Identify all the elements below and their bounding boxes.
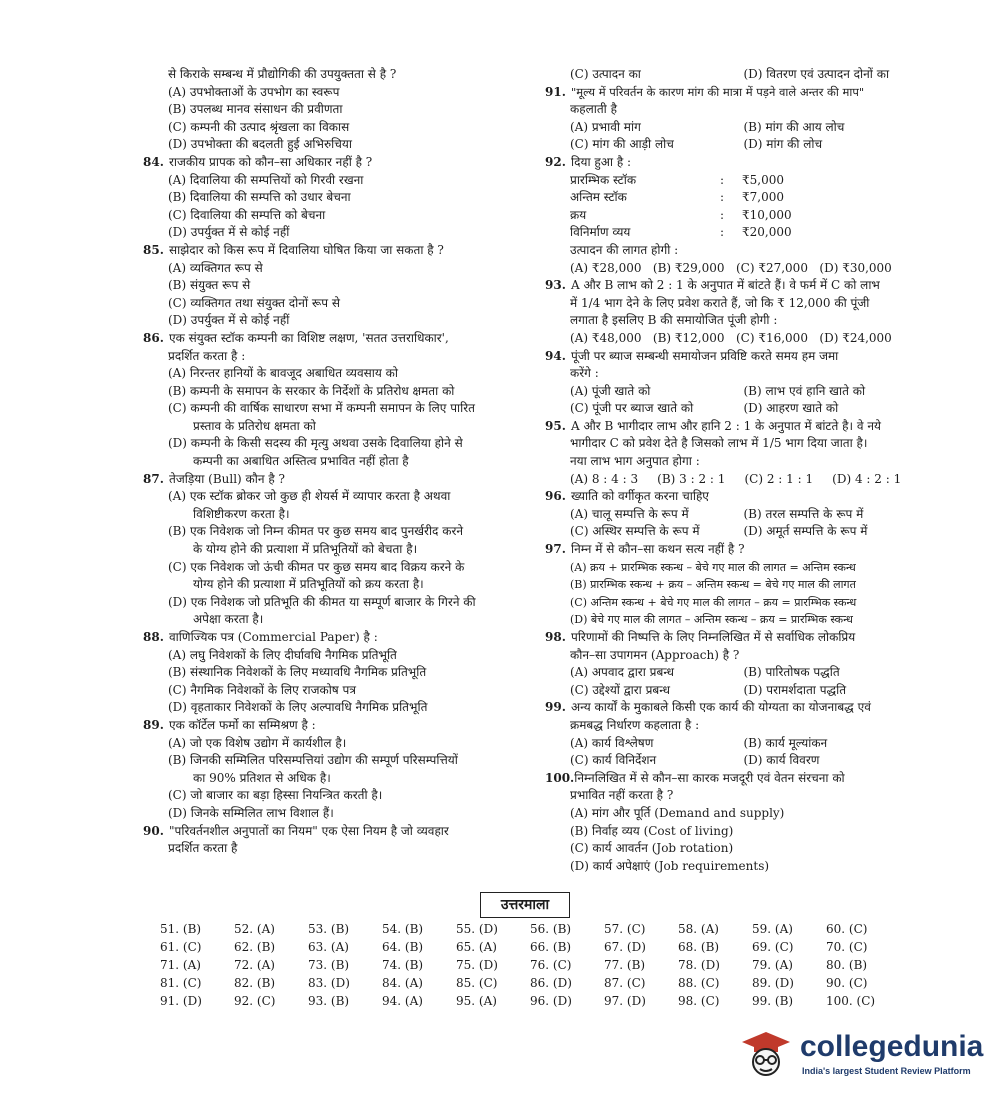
question-87 xyxy=(143,471,520,489)
question-number: 85. xyxy=(143,242,164,257)
option-cont: प्रस्ताव के प्रतिरोध क्षमता को xyxy=(193,418,316,433)
answer-cell: 87. (C) xyxy=(604,976,646,990)
collegedunia-logo[interactable] xyxy=(740,1028,984,1086)
question-text: परिणामों की निष्पत्ति के लिए निम्नलिखित में से सर्वाधिक लोकप्रिय xyxy=(571,630,856,644)
option-row xyxy=(545,735,917,753)
answer-cell: 52. (A) xyxy=(234,922,275,936)
option-cont: का 90% प्रतिशत से अधिक है। xyxy=(193,770,331,785)
inventory-row xyxy=(545,207,917,225)
inventory-label: विनिर्माण व्यय xyxy=(570,225,631,240)
answer-cell: 65. (A) xyxy=(456,940,497,954)
answer-cell: 95. (A) xyxy=(456,994,497,1008)
inventory-value: ₹10,000 xyxy=(742,207,792,222)
option: (C) कार्य विनिर्देशन xyxy=(570,753,657,768)
question-96 xyxy=(545,488,917,506)
option: (B) संस्थानिक निवेशकों के लिए मध्यावधि नैगमिक प्रतिभूति xyxy=(168,665,427,680)
question-text: अन्य कार्यों के मुकाबले किसी एक कार्य की योग्यता का योजनाबद्ध एवं xyxy=(571,700,871,715)
answer-cell: 69. (C) xyxy=(752,940,794,954)
question-84 xyxy=(143,154,520,172)
answer-cell: 74. (B) xyxy=(382,958,424,972)
question-98 xyxy=(545,629,917,647)
option: (C) एक निवेशक जो ऊंची कीमत पर कुछ समय बाद विक्रय करने के xyxy=(168,559,465,574)
option-cont: विशिष्टीकरण करता है। xyxy=(193,506,290,521)
answer-cell: 78. (D) xyxy=(678,958,720,972)
option: (B) प्रारम्भिक स्कन्ध + क्रय – अन्तिम स्कन्ध = बेचे गए माल की लागत xyxy=(570,578,856,592)
answer-cell: 77. (B) xyxy=(604,958,646,972)
question-text: राजकीय प्रापक को कौन–सा अधिकार नहीं है ? xyxy=(169,154,373,169)
answer-cell: 92. (C) xyxy=(234,994,276,1008)
option-row xyxy=(545,66,917,84)
option: (D) कम्पनी के किसी सदस्य की मृत्यु अथवा उसके दिवालिया होने से xyxy=(168,436,463,451)
option: (B) कार्य मूल्यांकन xyxy=(743,735,828,750)
answer-cell: 70. (C) xyxy=(826,940,868,954)
answer-cell: 86. (D) xyxy=(530,976,572,990)
option: (C) दिवालिया की सम्पत्ति को बेचना xyxy=(168,207,326,222)
option-row xyxy=(545,136,917,154)
option: (C) उद्देश्यों द्वारा प्रबन्ध xyxy=(570,682,670,697)
inventory-row xyxy=(545,224,917,242)
option: (A) लघु निवेशकों के लिए दीर्घावधि नैगमिक प्रतिभूति xyxy=(168,647,397,662)
option: (B) जिनकी सम्मिलित परिसम्पत्तियां उद्योग की सम्पूर्ण परिसम्पत्तियों xyxy=(168,753,458,768)
option: (B) मांग की आय लोच xyxy=(743,119,845,134)
option: (D) कार्य विवरण xyxy=(743,753,820,768)
answer-cell: 85. (C) xyxy=(456,976,498,990)
colon: : xyxy=(720,172,725,187)
option-row xyxy=(545,523,917,541)
option: (B) एक निवेशक जो निम्न कीमत पर कुछ समय बाद पुनर्खरीद करने xyxy=(168,524,464,539)
inventory-label: क्रय xyxy=(570,207,587,222)
question-number: 92. xyxy=(545,154,566,169)
answer-cell: 54. (B) xyxy=(382,922,424,936)
question-text-cont: लगाता है इसलिए B की समायोजित पूंजी होगी : xyxy=(570,313,778,328)
question-95 xyxy=(545,418,917,436)
question-94 xyxy=(545,348,917,366)
option-row: (A) ₹48,000 (B) ₹12,000 (C) ₹16,000 (D) ₹24,000 xyxy=(570,330,892,345)
option: (A) कार्य विश्लेषण xyxy=(570,735,654,750)
option-cont: के योग्य होने की प्रत्याशा में प्रतिभूतियों को बेचता है। xyxy=(193,542,418,557)
option: (C) कम्पनी की वार्षिक साधारण सभा में कम्पनी समापन के लिए पारित xyxy=(168,401,475,416)
answer-cell: 82. (B) xyxy=(234,976,276,990)
answer-cell: 59. (A) xyxy=(752,922,793,936)
question-number: 98. xyxy=(545,630,566,644)
question-text-cont: क्रमबद्ध निर्धारण कहलाता है : xyxy=(570,717,700,732)
option: (C) उत्पादन का xyxy=(570,67,641,81)
answer-row xyxy=(160,992,900,1010)
question-100 xyxy=(545,770,917,788)
question-text: निम्न में से कौन–सा कथन सत्य नहीं है ? xyxy=(571,542,745,557)
answer-cell: 97. (D) xyxy=(604,994,646,1008)
question-number: 84. xyxy=(143,154,164,169)
question-text-cont: भागीदार C को प्रवेश देते है जिसको लाभ में 1/5 भाग दिया जाता है। xyxy=(570,436,868,451)
option: (A) पूंजी खाते को xyxy=(570,383,651,398)
question-99 xyxy=(545,699,917,717)
option: (C) मांग की आड़ी लोच xyxy=(570,137,674,152)
option: (D) अमूर्त सम्पत्ति के रूप में xyxy=(743,524,868,539)
question-number: 87. xyxy=(143,471,164,486)
option: (C) कम्पनी की उत्पाद श्रृंखला का विकास xyxy=(168,119,350,134)
answer-cell: 57. (C) xyxy=(604,922,646,936)
question-88 xyxy=(143,629,520,647)
inventory-row xyxy=(545,172,917,190)
question-text-cont: उत्पादन की लागत होगी : xyxy=(570,242,679,257)
colon: : xyxy=(720,225,725,240)
option: (C) कार्य आवर्तन (Job rotation) xyxy=(570,841,734,856)
question-text: "परिवर्तनशील अनुपातों का नियम" एक ऐसा नियम है जो व्यवहार xyxy=(169,823,449,838)
option: (D) बेचे गए माल की लागत – अन्तिम स्कन्ध – क्रय = प्रारम्भिक स्कन्ध xyxy=(570,613,853,627)
colon: : xyxy=(720,207,725,222)
option: (A) व्यक्तिगत रूप से xyxy=(168,260,263,275)
answer-cell: 67. (D) xyxy=(604,940,646,954)
question-90 xyxy=(143,823,520,841)
answer-cell: 68. (B) xyxy=(678,940,720,954)
answer-cell: 60. (C) xyxy=(826,922,868,936)
option-row xyxy=(545,506,917,524)
option: (D) आहरण खाते को xyxy=(743,401,839,416)
option: (A) प्रभावी मांग xyxy=(570,119,641,134)
answer-cell: 83. (D) xyxy=(308,976,350,990)
answer-cell: 84. (A) xyxy=(382,976,423,990)
question-text: दिया हुआ है : xyxy=(571,154,632,169)
question-text: पूंजी पर ब्याज सम्बन्धी समायोजन प्रविष्टि करते समय हम जमा xyxy=(571,348,839,363)
option: (C) अस्थिर सम्पत्ति के रूप में xyxy=(570,524,700,539)
question-number: 99. xyxy=(545,700,566,715)
option-row: (A) ₹28,000 (B) ₹29,000 (C) ₹27,000 (D) ₹30,000 xyxy=(570,260,892,275)
option: (D) उपभोक्ता की बदलती हुई अभिरुचिया xyxy=(168,137,352,152)
left-column xyxy=(143,66,520,858)
answer-cell: 90. (C) xyxy=(826,976,868,990)
answer-key-grid xyxy=(160,920,900,1010)
answer-cell: 88. (C) xyxy=(678,976,720,990)
option: (C) नैगमिक निवेशकों के लिए राजकोष पत्र xyxy=(168,682,356,697)
option: (B) निर्वाह व्यय (Cost of living) xyxy=(570,823,734,838)
question-text: तेजड़िया (Bull) कौन है ? xyxy=(169,471,285,486)
answer-cell: 55. (D) xyxy=(456,922,498,936)
question-number: 89. xyxy=(143,717,164,732)
answer-cell: 58. (A) xyxy=(678,922,719,936)
question-92 xyxy=(545,154,917,172)
question-number: 91. xyxy=(545,84,566,99)
option: (C) अन्तिम स्कन्ध + बेचे गए माल की लागत – क्रय = प्रारम्भिक स्कन्ध xyxy=(570,595,857,609)
answer-cell: 76. (C) xyxy=(530,958,572,972)
answer-cell: 51. (B) xyxy=(160,922,202,936)
question-number: 94. xyxy=(545,348,566,363)
option: (A) मांग और पूर्ति (Demand and supply) xyxy=(570,805,785,820)
option: (D) जिनके सम्मिलित लाभ विशाल हैं। xyxy=(168,805,334,820)
option-row xyxy=(545,383,917,401)
option: (D) परामर्शदाता पद्धति xyxy=(743,682,847,697)
right-column xyxy=(545,66,917,875)
answer-cell: 62. (B) xyxy=(234,940,276,954)
answer-cell: 81. (C) xyxy=(160,976,202,990)
option: (A) क्रय + प्रारम्भिक स्कन्ध – बेचे गए माल की लागत = अन्तिम स्कन्ध xyxy=(570,560,856,574)
answer-row xyxy=(160,974,900,992)
answer-cell: 64. (B) xyxy=(382,940,424,954)
answer-cell: 66. (B) xyxy=(530,940,572,954)
inventory-label: प्रारम्भिक स्टॉक xyxy=(570,172,637,187)
option-row xyxy=(545,682,917,700)
option: (C) पूंजी पर ब्याज खाते को xyxy=(570,401,694,416)
option: (B) संयुक्त रूप से xyxy=(168,278,251,293)
question-text: एक संयुक्त स्टॉक कम्पनी का विशिष्ट लक्षण, 'सतत उत्तराधिकार', xyxy=(169,330,449,345)
answer-cell: 53. (B) xyxy=(308,922,350,936)
option: (D) वृहताकार निवेशकों के लिए अल्पावधि नैगमिक प्रतिभूति xyxy=(168,700,428,715)
answer-cell: 79. (A) xyxy=(752,958,793,972)
option: (D) मांग की लोच xyxy=(743,137,823,152)
option: (D) एक निवेशक जो प्रतिभूति की कीमत या सम्पूर्ण बाजार के गिरने की xyxy=(168,594,476,609)
question-text-cont: करेंगे : xyxy=(570,366,599,381)
option: (B) दिवालिया की सम्पत्ति को उधार बेचना xyxy=(168,190,351,205)
answer-cell: 61. (C) xyxy=(160,940,202,954)
option: (C) जो बाजार का बड़ा हिस्सा नियन्त्रित करती है। xyxy=(168,788,383,803)
question-number: 96. xyxy=(545,489,566,504)
option: (A) अपवाद द्वारा प्रबन्ध xyxy=(570,665,675,680)
inventory-label: अन्तिम स्टॉक xyxy=(570,190,627,205)
question-number: 100. xyxy=(545,770,575,785)
option: (B) पारितोषक पद्धति xyxy=(743,665,840,680)
question-text: ख्याति को वर्गीकृत करना चाहिए xyxy=(571,489,709,504)
answer-cell: 73. (B) xyxy=(308,958,350,972)
graduate-mascot-icon xyxy=(740,1028,792,1080)
intro-line: से किराके सम्बन्ध में प्रौद्योगिकी की उपयुक्तता से है ? xyxy=(168,67,397,81)
question-number: 90. xyxy=(143,823,164,838)
answer-cell: 72. (A) xyxy=(234,958,275,972)
inventory-value: ₹20,000 xyxy=(742,225,792,240)
question-text: निम्नलिखित में से कौन–सा कारक मजदूरी एवं वेतन संरचना को xyxy=(574,770,845,785)
option: (B) लाभ एवं हानि खाते को xyxy=(743,383,866,398)
question-number: 88. xyxy=(143,630,164,644)
option-cont: योग्य होने की प्रत्याशा में प्रतिभूतियों को क्रय करता है। xyxy=(193,577,424,592)
option: (D) वितरण एवं उत्पादन दोनों का xyxy=(743,67,890,81)
question-text: साझेदार को किस रूप में दिवालिया घोषित किया जा सकता है ? xyxy=(169,242,444,257)
question-text: A और B लाभ को 2 : 1 के अनुपात में बांटते हैं। वे फर्म में C को लाभ xyxy=(571,278,880,293)
option: (A) दिवालिया की सम्पत्तियों को गिरवी रखना xyxy=(168,172,364,187)
question-text: "मूल्य में परिवर्तन के कारण मांग की मात्रा में पड़ने वाले अन्तर की माप" xyxy=(571,84,865,99)
question-text: वाणिज्यिक पत्र (Commercial Paper) है : xyxy=(169,630,378,644)
option: (D) उपर्युक्त में से कोई नहीं xyxy=(168,225,290,240)
question-89 xyxy=(143,717,520,735)
option-cont: कम्पनी का अबाधित अस्तित्व प्रभावित नहीं होता है xyxy=(193,454,409,469)
option: (B) तरल सम्पत्ति के रूप में xyxy=(743,506,864,521)
question-text-cont: में 1/4 भाग देने के लिए प्रवेश कराते हैं, जो कि ₹ 12,000 की पूंजी xyxy=(570,295,870,310)
answer-key-title: उत्तरमाला xyxy=(480,892,570,918)
option: (A) उपभोक्ताओं के उपभोग का स्वरूप xyxy=(168,84,340,99)
option: (D) कार्य अपेक्षाएं (Job requirements) xyxy=(570,858,770,873)
option: (C) व्यक्तिगत तथा संयुक्त दोनों रूप से xyxy=(168,295,340,310)
question-93 xyxy=(545,277,917,295)
answer-cell: 93. (B) xyxy=(308,994,350,1008)
answer-row xyxy=(160,938,900,956)
inventory-value: ₹5,000 xyxy=(742,172,784,187)
answer-row xyxy=(160,920,900,938)
answer-cell: 99. (B) xyxy=(752,994,794,1008)
answer-cell: 71. (A) xyxy=(160,958,201,972)
question-text: A और B भागीदार लाभ और हानि 2 : 1 के अनुपात में बांटते है। वे नये xyxy=(571,418,881,433)
answer-cell: 94. (A) xyxy=(382,994,423,1008)
answer-cell: 91. (D) xyxy=(160,994,202,1008)
question-91 xyxy=(545,84,917,102)
option-row xyxy=(545,119,917,137)
question-97 xyxy=(545,541,917,559)
question-86 xyxy=(143,330,520,348)
answer-cell: 100. (C) xyxy=(826,994,876,1008)
question-text-cont: कहलाती है xyxy=(570,102,617,117)
option: (B) उपलब्ध मानव संसाधन की प्रवीणता xyxy=(168,102,343,117)
option: (D) उपर्युक्त में से कोई नहीं xyxy=(168,313,290,328)
question-text: एक कॉर्टेल फर्मो का सम्मिश्रण है : xyxy=(169,717,316,732)
question-text-cont: प्रदर्शित करता है xyxy=(168,841,238,856)
option-cont: अपेक्षा करता है। xyxy=(193,612,264,627)
option: (A) निरन्तर हानियों के बावजूद अबाधित व्यवसाय को xyxy=(168,366,398,381)
brand-tagline: India's largest Student Review Platform xyxy=(802,1066,971,1076)
option: (A) चालू सम्पत्ति के रूप में xyxy=(570,506,689,521)
option-row xyxy=(545,664,917,682)
option: (A) एक स्टॉक ब्रोकर जो कुछ ही शेयर्स में व्यापार करता है अथवा xyxy=(168,489,451,504)
answer-cell: 63. (A) xyxy=(308,940,349,954)
answer-row xyxy=(160,956,900,974)
question-number: 95. xyxy=(545,418,566,433)
option: (A) जो एक विशेष उद्योग में कार्यशील है। xyxy=(168,735,347,750)
option-row xyxy=(545,400,917,418)
answer-cell: 96. (D) xyxy=(530,994,572,1008)
question-text-cont: प्रभावित नहीं करता है ? xyxy=(570,788,674,803)
question-text-cont: कौन–सा उपागमन (Approach) है ? xyxy=(570,647,740,662)
answer-cell: 80. (B) xyxy=(826,958,868,972)
question-text-cont: नया लाभ भाग अनुपात होगा : xyxy=(570,454,700,469)
question-number: 86. xyxy=(143,330,164,345)
option: (B) कम्पनी के समापन के सरकार के निर्देशों के प्रतिरोध क्षमता को xyxy=(168,383,455,398)
answer-cell: 89. (D) xyxy=(752,976,794,990)
question-number: 97. xyxy=(545,542,566,557)
inventory-value: ₹7,000 xyxy=(742,190,784,205)
question-text-cont: प्रदर्शित करता है : xyxy=(168,348,246,363)
answer-cell: 98. (C) xyxy=(678,994,720,1008)
question-85 xyxy=(143,242,520,260)
answer-cell: 75. (D) xyxy=(456,958,498,972)
inventory-row xyxy=(545,189,917,207)
brand-wordmark: collegedunia xyxy=(800,1030,984,1063)
question-number: 93. xyxy=(545,278,566,293)
colon: : xyxy=(720,190,725,205)
answer-cell: 56. (B) xyxy=(530,922,572,936)
option-row: (A) 8 : 4 : 3 (B) 3 : 2 : 1 (C) 2 : 1 : 1 (D) 4 : 2 : 1 xyxy=(570,471,902,486)
option-row xyxy=(545,752,917,770)
